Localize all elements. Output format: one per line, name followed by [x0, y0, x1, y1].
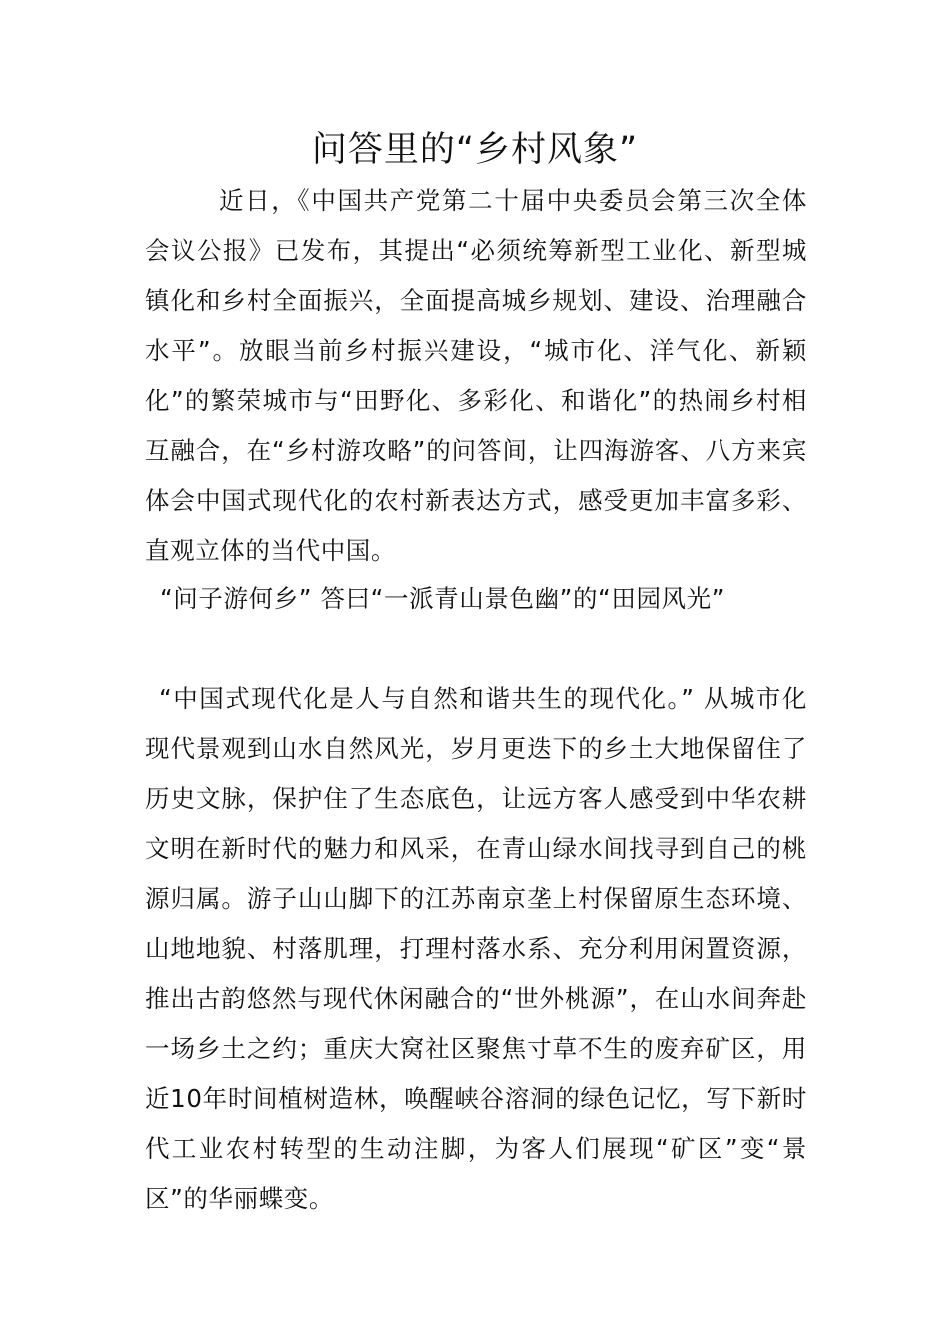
document-title: 问答里的“乡村风象” — [311, 130, 639, 170]
section-heading: “问子游何乡” 答曰“一派青山景色幽”的“田园风光” — [160, 584, 726, 613]
body-paragraph: “中国式现代化是人与自然和谐共生的现代化。” 从城市化现代景观到山水自然风光，岁月更迭下的乡土大地保留住了历史文脉，保护住了生态底色，让远方客人感受到中华农耕文明在新时代的魅力和风采，在青山绿水间找寻到自己的桃源归属。游子山山脚下的江苏南京垄上村保留原生态环境、山地地貌、村落肌理，打理村落水系、充分利用闲置资源，推出古韵悠然与现代休闲融合的“世外桃源”，在山水间奔赴一场乡土之约；重庆大窝社区聚焦寸草不生的废弃矿区，用近10年时间植树造林，唤醒峡谷溶洞的绿色记忆，写下新时代工业农村转型的生动注脚，为客人们展现“矿区”变“景区”的华丽蝶变。 — [145, 684, 807, 1213]
intro-paragraph: 近日，《中国共产党第二十届中央委员会第三次全体会议公报》已发布，其提出“必须统筹新型工业化、新型城镇化和乡村全面振兴，全面提高城乡规划、建设、治理融合水平”。放眼当前乡村振兴建设，“城市化、洋气化、新颖化”的繁荣城市与“田野化、多彩化、和谐化”的热闹乡村相互融合，在“乡村游攻略”的问答间，让四海游客、八方来宾体会中国式现代化的农村新表达方式，感受更加丰富多彩、直观立体的当代中国。 — [145, 186, 807, 565]
